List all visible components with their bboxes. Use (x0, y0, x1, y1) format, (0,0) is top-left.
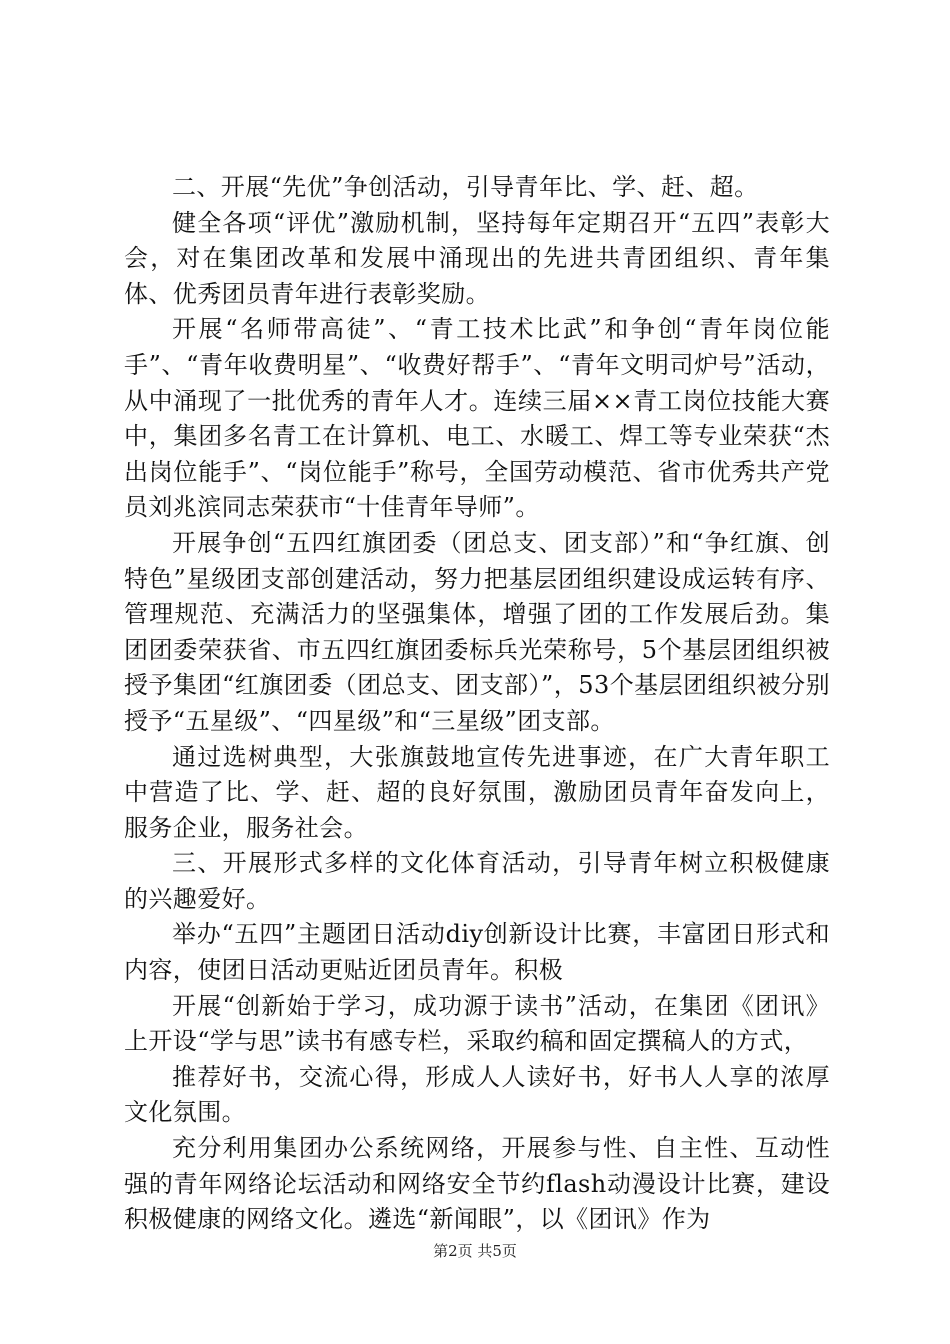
page-number-footer: 第2页 共5页 (433, 1242, 517, 1260)
paragraph: 开展争创“五四红旗团委（团总支、团支部）”和“争红旗、创特色”星级团支部创建活动，努力把基层团组织建设成运转有序、管理规范、充满活力的坚强集体，增强了团的工作发展后劲。集团团委荣获省、市五四红旗团委标兵光荣称号，5个基层团组织被授予集团“红旗团委（团总支、团支部）”，53个基层团组织被分别授予“五星级”、“四星级”和“三星级”团支部。 (124, 528, 830, 735)
paragraph: 健全各项“评优”激励机制，坚持每年定期召开“五四”表彰大会，对在集团改革和发展中涌现出的先进共青团组织、青年集体、优秀团员青年进行表彰奖励。 (124, 208, 830, 308)
paragraph: 开展“创新始于学习，成功源于读书”活动，在集团《团讯》上开设“学与思”读书有感专栏，采取约稿和固定撰稿人的方式， (124, 991, 830, 1056)
paragraph: 举办“五四”主题团日活动diy创新设计比赛，丰富团日形式和内容，使团日活动更贴近团员青年。积极 (124, 920, 830, 985)
document-body (124, 170, 830, 1238)
paragraph: 充分利用集团办公系统网络，开展参与性、自主性、互动性强的青年网络论坛活动和网络安全节约flash动漫设计比赛，建设积极健康的网络文化。遴选“新闻眼”，以《团讯》作为 (124, 1134, 830, 1234)
paragraph: 开展“名师带高徒”、“青工技术比武”和争创“青年岗位能手”、“青年收费明星”、“收费好帮手”、“青年文明司炉号”活动，从中涌现了一批优秀的青年人才。连续三届××青工岗位技能大赛中，集团多名青工在计算机、电工、水暖工、焊工等专业荣获“杰出岗位能手”、“岗位能手”称号，全国劳动模范、省市优秀共产党员刘兆滨同志荣获市“十佳青年导师”。 (124, 315, 830, 522)
section-heading-2: 二、开展“先优”争创活动，引导青年比、学、赶、超。 (172, 173, 759, 201)
section-heading-3: 三、开展形式多样的文化体育活动，引导青年树立积极健康的兴趣爱好。 (124, 849, 830, 913)
paragraph: 推荐好书，交流心得，形成人人读好书，好书人人享的浓厚文化氛围。 (124, 1062, 830, 1127)
paragraph: 通过选树典型，大张旗鼓地宣传先进事迹，在广大青年职工中营造了比、学、赶、超的良好氛围，激励团员青年奋发向上，服务企业，服务社会。 (124, 742, 830, 842)
